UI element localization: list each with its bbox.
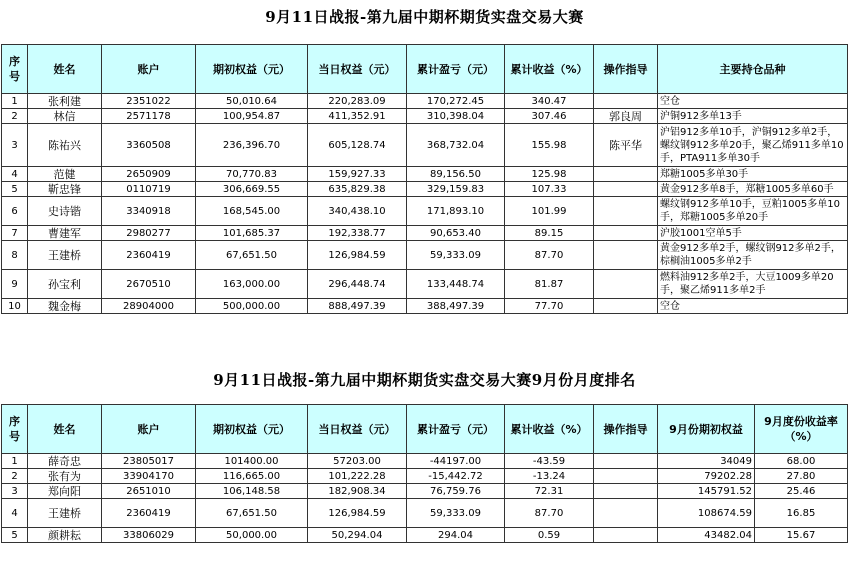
cell-name: 张利建 xyxy=(28,94,102,109)
cell-name: 王建桥 xyxy=(28,241,102,270)
cell-account: 3340918 xyxy=(102,197,196,226)
cell-account: 3360508 xyxy=(102,124,196,167)
header-cumulative-pnl: 累计盈亏（元） xyxy=(407,405,505,454)
cell-guide xyxy=(594,454,658,469)
table-row xyxy=(2,226,848,241)
cell-cumulative-pnl: 368,732.04 xyxy=(407,124,505,167)
cell-current-equity: 50,294.04 xyxy=(308,528,407,543)
cell-initial-equity: 50,010.64 xyxy=(196,94,308,109)
table-row xyxy=(2,109,848,124)
table-row xyxy=(2,241,848,270)
cell-name: 曹建军 xyxy=(28,226,102,241)
cell-guide xyxy=(594,167,658,182)
cell-guide: 陈平华 xyxy=(594,124,658,167)
cell-cumulative-return: 340.47 xyxy=(505,94,594,109)
cell-no: 8 xyxy=(2,241,28,270)
cell-holdings: 燃料油912多单2手，大豆1009多单20手，聚乙烯911多单2手 xyxy=(658,270,848,299)
cell-account: 0110719 xyxy=(102,182,196,197)
cell-sep-return: 15.67 xyxy=(755,528,848,543)
cell-initial-equity: 101400.00 xyxy=(196,454,308,469)
table-row xyxy=(2,299,848,314)
cell-initial-equity: 70,770.83 xyxy=(196,167,308,182)
cell-cumulative-return: -13.24 xyxy=(505,469,594,484)
header-account: 账户 xyxy=(102,405,196,454)
cell-account: 2360419 xyxy=(102,241,196,270)
cell-guide xyxy=(594,528,658,543)
cell-cumulative-return: 307.46 xyxy=(505,109,594,124)
cell-sep-return: 16.85 xyxy=(755,499,848,528)
cell-cumulative-return: -43.59 xyxy=(505,454,594,469)
ranking-table xyxy=(1,44,848,314)
cell-no: 3 xyxy=(2,124,28,167)
cell-account: 33806029 xyxy=(102,528,196,543)
table-row xyxy=(2,528,848,543)
cell-no: 9 xyxy=(2,270,28,299)
cell-account: 23805017 xyxy=(102,454,196,469)
cell-cumulative-return: 101.99 xyxy=(505,197,594,226)
cell-account: 2651010 xyxy=(102,484,196,499)
cell-cumulative-pnl: 133,448.74 xyxy=(407,270,505,299)
cell-name: 范健 xyxy=(28,167,102,182)
header-current-equity: 当日权益（元） xyxy=(308,45,407,94)
cell-current-equity: 340,438.10 xyxy=(308,197,407,226)
cell-current-equity: 101,222.28 xyxy=(308,469,407,484)
table-row xyxy=(2,454,848,469)
cell-no: 1 xyxy=(2,454,28,469)
cell-guide: 郭良周 xyxy=(594,109,658,124)
cell-cumulative-pnl: 59,333.09 xyxy=(407,241,505,270)
cell-guide xyxy=(594,197,658,226)
header-name: 姓名 xyxy=(28,405,102,454)
cell-initial-equity: 236,396.70 xyxy=(196,124,308,167)
cell-cumulative-pnl: 59,333.09 xyxy=(407,499,505,528)
cell-sep-return: 68.00 xyxy=(755,454,848,469)
cell-sep-initial-equity: 108674.59 xyxy=(658,499,755,528)
cell-name: 陈祐兴 xyxy=(28,124,102,167)
cell-account: 2351022 xyxy=(102,94,196,109)
header-cumulative-pnl: 累计盈亏（元） xyxy=(407,45,505,94)
header-no: 序号 xyxy=(2,405,28,454)
cell-cumulative-pnl: 310,398.04 xyxy=(407,109,505,124)
cell-sep-initial-equity: 34049 xyxy=(658,454,755,469)
cell-initial-equity: 100,954.87 xyxy=(196,109,308,124)
cell-initial-equity: 163,000.00 xyxy=(196,270,308,299)
cell-no: 7 xyxy=(2,226,28,241)
cell-name: 薛奇忠 xyxy=(28,454,102,469)
cell-cumulative-return: 72.31 xyxy=(505,484,594,499)
cell-current-equity: 57203.00 xyxy=(308,454,407,469)
cell-holdings: 空仓 xyxy=(658,299,848,314)
cell-no: 1 xyxy=(2,94,28,109)
cell-initial-equity: 306,669.55 xyxy=(196,182,308,197)
cell-no: 10 xyxy=(2,299,28,314)
cell-no: 5 xyxy=(2,528,28,543)
header-guide: 操作指导 xyxy=(594,45,658,94)
cell-guide xyxy=(594,270,658,299)
cell-name: 孙宝利 xyxy=(28,270,102,299)
cell-cumulative-pnl: 171,893.10 xyxy=(407,197,505,226)
table-row xyxy=(2,469,848,484)
table1-header-row xyxy=(2,45,848,94)
cell-cumulative-pnl: 89,156.50 xyxy=(407,167,505,182)
header-sep-return: 9月度份收益率（%） xyxy=(755,405,848,454)
header-current-equity: 当日权益（元） xyxy=(308,405,407,454)
table1-title: 9月11日战报-第九届中期杯期货实盘交易大赛 xyxy=(265,8,584,26)
cell-guide xyxy=(594,182,658,197)
cell-current-equity: 888,497.39 xyxy=(308,299,407,314)
cell-initial-equity: 500,000.00 xyxy=(196,299,308,314)
cell-name: 史诗锴 xyxy=(28,197,102,226)
table2-header-row xyxy=(2,405,848,454)
cell-cumulative-return: 107.33 xyxy=(505,182,594,197)
cell-cumulative-pnl: -15,442.72 xyxy=(407,469,505,484)
cell-guide xyxy=(594,241,658,270)
cell-cumulative-pnl: 76,759.76 xyxy=(407,484,505,499)
cell-account: 2650909 xyxy=(102,167,196,182)
table-row xyxy=(2,499,848,528)
header-initial-equity: 期初权益（元） xyxy=(196,405,308,454)
cell-cumulative-return: 87.70 xyxy=(505,241,594,270)
cell-initial-equity: 67,651.50 xyxy=(196,241,308,270)
header-account: 账户 xyxy=(102,45,196,94)
cell-holdings: 黄金912多单2手，螺纹钢912多单2手，棕榈油1005多单2手 xyxy=(658,241,848,270)
cell-current-equity: 605,128.74 xyxy=(308,124,407,167)
cell-name: 颜耕耘 xyxy=(28,528,102,543)
header-cumulative-return: 累计收益（%） xyxy=(505,45,594,94)
cell-cumulative-return: 155.98 xyxy=(505,124,594,167)
cell-initial-equity: 50,000.00 xyxy=(196,528,308,543)
header-name: 姓名 xyxy=(28,45,102,94)
table-row xyxy=(2,94,848,109)
table-row xyxy=(2,270,848,299)
cell-holdings: 黄金912多单8手，郑糖1005多单60手 xyxy=(658,182,848,197)
cell-name: 王建桥 xyxy=(28,499,102,528)
cell-name: 靳忠锋 xyxy=(28,182,102,197)
header-initial-equity: 期初权益（元） xyxy=(196,45,308,94)
cell-cumulative-return: 0.59 xyxy=(505,528,594,543)
cell-current-equity: 220,283.09 xyxy=(308,94,407,109)
cell-cumulative-pnl: 388,497.39 xyxy=(407,299,505,314)
cell-current-equity: 635,829.38 xyxy=(308,182,407,197)
cell-name: 张有为 xyxy=(28,469,102,484)
cell-holdings: 空仓 xyxy=(658,94,848,109)
cell-account: 33904170 xyxy=(102,469,196,484)
header-holdings: 主要持仓品种 xyxy=(658,45,848,94)
cell-cumulative-return: 77.70 xyxy=(505,299,594,314)
cell-account: 28904000 xyxy=(102,299,196,314)
cell-account: 2360419 xyxy=(102,499,196,528)
cell-cumulative-return: 81.87 xyxy=(505,270,594,299)
cell-initial-equity: 168,545.00 xyxy=(196,197,308,226)
cell-holdings: 沪铜912多单13手 xyxy=(658,109,848,124)
cell-guide xyxy=(594,484,658,499)
table-row xyxy=(2,197,848,226)
cell-cumulative-pnl: 170,272.45 xyxy=(407,94,505,109)
cell-holdings: 沪铝912多单10手，沪铜912多单2手，螺纹钢912多单20手，聚乙烯911多单10手，PTA911多单30手 xyxy=(658,124,848,167)
cell-no: 4 xyxy=(2,499,28,528)
monthly-ranking-table xyxy=(1,404,848,543)
cell-holdings: 郑糖1005多单30手 xyxy=(658,167,848,182)
cell-sep-initial-equity: 145791.52 xyxy=(658,484,755,499)
cell-no: 5 xyxy=(2,182,28,197)
cell-initial-equity: 116,665.00 xyxy=(196,469,308,484)
cell-guide xyxy=(594,499,658,528)
cell-name: 郑向阳 xyxy=(28,484,102,499)
cell-cumulative-return: 125.98 xyxy=(505,167,594,182)
cell-cumulative-pnl: 329,159.83 xyxy=(407,182,505,197)
cell-current-equity: 411,352.91 xyxy=(308,109,407,124)
cell-guide xyxy=(594,299,658,314)
cell-guide xyxy=(594,94,658,109)
cell-cumulative-return: 89.15 xyxy=(505,226,594,241)
cell-no: 3 xyxy=(2,484,28,499)
cell-current-equity: 192,338.77 xyxy=(308,226,407,241)
cell-current-equity: 182,908.34 xyxy=(308,484,407,499)
cell-initial-equity: 101,685.37 xyxy=(196,226,308,241)
cell-sep-initial-equity: 43482.04 xyxy=(658,528,755,543)
cell-guide xyxy=(594,469,658,484)
table-row xyxy=(2,182,848,197)
cell-current-equity: 126,984.59 xyxy=(308,499,407,528)
cell-guide xyxy=(594,226,658,241)
cell-no: 6 xyxy=(2,197,28,226)
header-sep-initial-equity: 9月份期初权益 xyxy=(658,405,755,454)
cell-no: 2 xyxy=(2,109,28,124)
cell-sep-return: 25.46 xyxy=(755,484,848,499)
cell-holdings: 沪胶1001空单5手 xyxy=(658,226,848,241)
cell-account: 2980277 xyxy=(102,226,196,241)
cell-current-equity: 296,448.74 xyxy=(308,270,407,299)
cell-account: 2571178 xyxy=(102,109,196,124)
cell-no: 2 xyxy=(2,469,28,484)
cell-holdings: 螺纹钢912多单10手，豆粕1005多单10手，郑糖1005多单20手 xyxy=(658,197,848,226)
cell-sep-return: 27.80 xyxy=(755,469,848,484)
cell-current-equity: 126,984.59 xyxy=(308,241,407,270)
cell-cumulative-pnl: 294.04 xyxy=(407,528,505,543)
header-guide: 操作指导 xyxy=(594,405,658,454)
cell-account: 2670510 xyxy=(102,270,196,299)
cell-sep-initial-equity: 79202.28 xyxy=(658,469,755,484)
header-no: 序号 xyxy=(2,45,28,94)
cell-name: 魏金梅 xyxy=(28,299,102,314)
cell-no: 4 xyxy=(2,167,28,182)
cell-initial-equity: 67,651.50 xyxy=(196,499,308,528)
cell-name: 林信 xyxy=(28,109,102,124)
cell-cumulative-return: 87.70 xyxy=(505,499,594,528)
cell-current-equity: 159,927.33 xyxy=(308,167,407,182)
table2-title: 9月11日战报-第九届中期杯期货实盘交易大赛9月份月度排名 xyxy=(213,371,636,389)
header-cumulative-return: 累计收益（%） xyxy=(505,405,594,454)
table-row xyxy=(2,484,848,499)
table-row xyxy=(2,167,848,182)
cell-initial-equity: 106,148.58 xyxy=(196,484,308,499)
table-row xyxy=(2,124,848,167)
cell-cumulative-pnl: -44197.00 xyxy=(407,454,505,469)
cell-cumulative-pnl: 90,653.40 xyxy=(407,226,505,241)
